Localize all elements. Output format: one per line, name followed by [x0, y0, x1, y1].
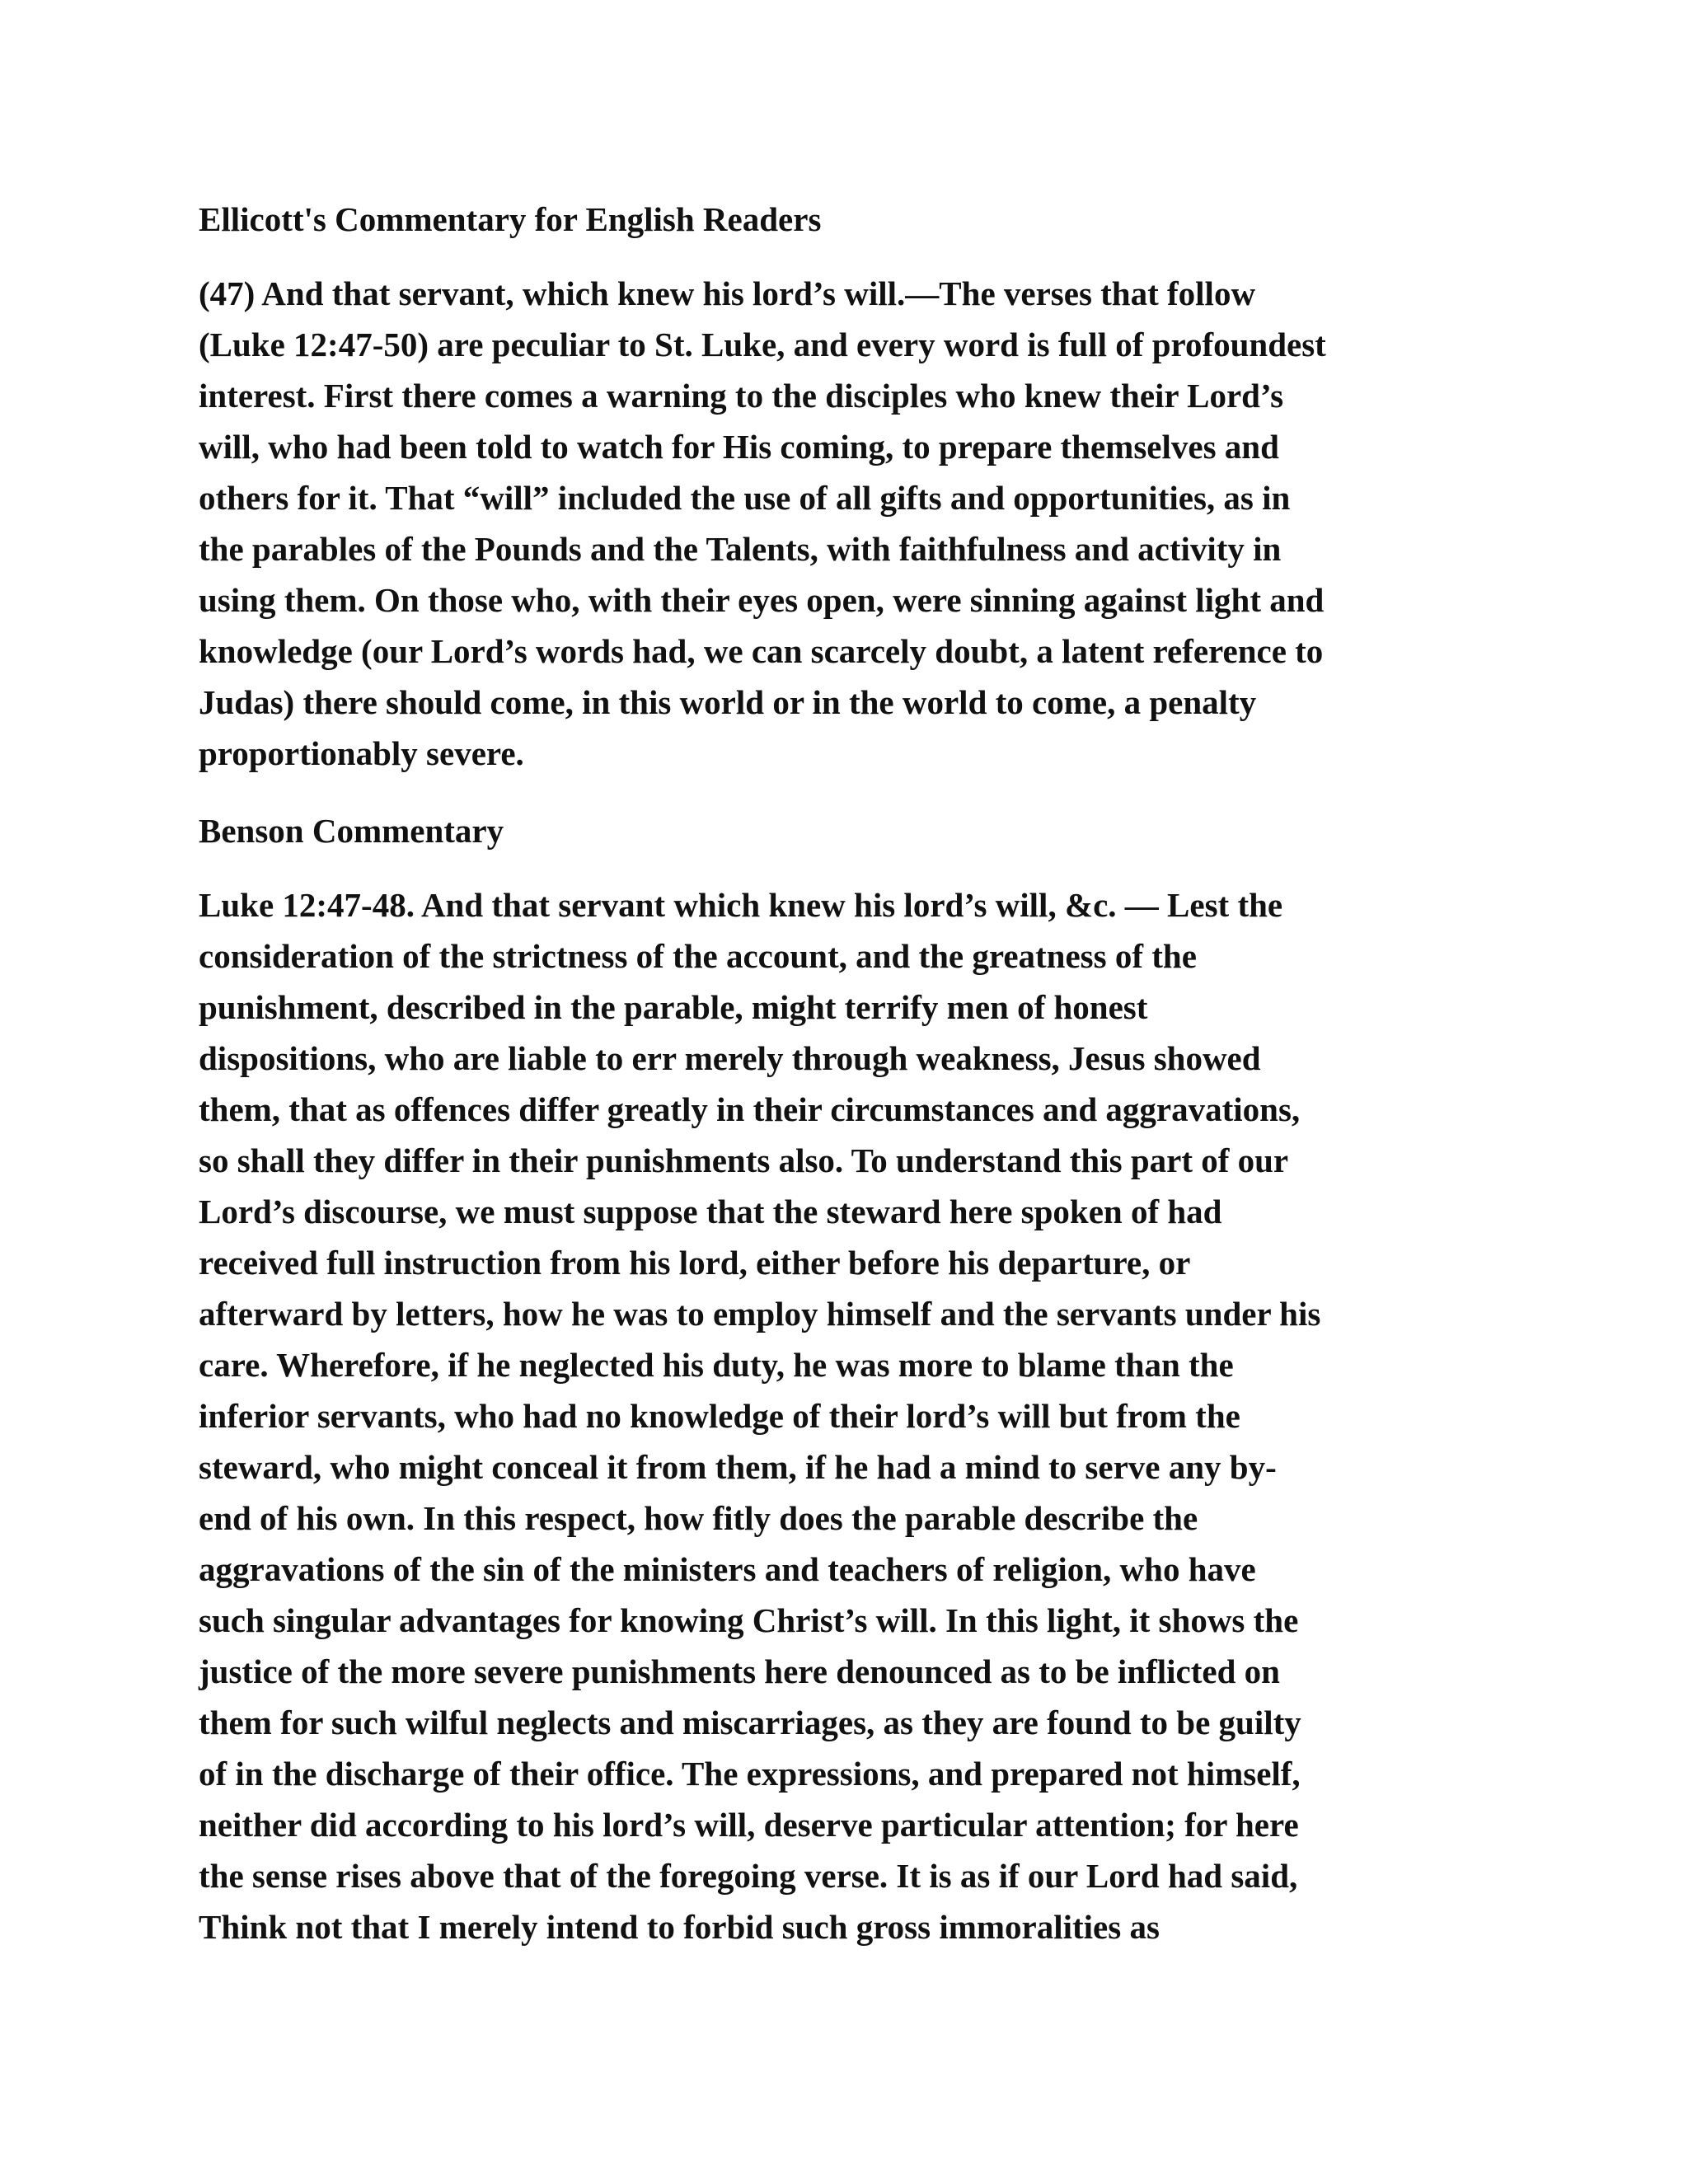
section-heading-benson: Benson Commentary [199, 812, 504, 850]
benson-commentary-paragraph [199, 879, 1501, 1952]
document-body [199, 194, 1501, 1952]
text-line: the sense rises above that of the foregoing verse. It is as if our Lord had said, [199, 1857, 1298, 1895]
text-line: steward, who might conceal it from them, if he had a mind to serve any by- [199, 1448, 1277, 1486]
text-line: Judas) there should come, in this world or in the world to come, a penalty [199, 683, 1257, 721]
text-line: punishment, described in the parable, might terrify men of honest [199, 988, 1148, 1026]
text-line: others for it. That “will” included the use of all gifts and opportunities, as in [199, 479, 1291, 517]
text-line: (Luke 12:47-50) are peculiar to St. Luke, and every word is full of profoundest [199, 326, 1326, 363]
text-line: Think not that I merely intend to forbid such gross immoralities as [199, 1908, 1160, 1946]
text-line: knowledge (our Lord’s words had, we can scarcely doubt, a latent reference to [199, 632, 1324, 670]
text-line: consideration of the strictness of the account, and the greatness of the [199, 937, 1197, 975]
text-line: Luke 12:47-48. And that servant which knew his lord’s will, &c. — Lest the [199, 886, 1283, 924]
text-line: neither did according to his lord’s will, deserve particular attention; for here [199, 1806, 1299, 1844]
text-line: interest. First there comes a warning to the disciples who knew their Lord’s [199, 377, 1284, 415]
text-line: proportionably severe. [199, 734, 524, 772]
text-line: inferior servants, who had no knowledge of their lord’s will but from the [199, 1397, 1240, 1435]
text-line: justice of the more severe punishments here denounced as to be inflicted on [199, 1652, 1280, 1690]
text-line: Lord’s discourse, we must suppose that the steward here spoken of had [199, 1193, 1222, 1230]
section-divider-space [199, 779, 1501, 805]
text-line: (47) And that servant, which knew his lord’s will.—The verses that follow [199, 274, 1256, 312]
text-line: them for such wilful neglects and miscarriages, as they are found to be guilty [199, 1704, 1301, 1741]
text-line: received full instruction from his lord, either before his departure, or [199, 1244, 1191, 1282]
text-line: using them. On those who, with their eyes open, were sinning against light and [199, 581, 1325, 619]
text-line: such singular advantages for knowing Christ’s will. In this light, it shows the [199, 1601, 1299, 1639]
text-line: so shall they differ in their punishments also. To understand this part of our [199, 1141, 1289, 1179]
ellicott-commentary-paragraph [199, 268, 1501, 779]
section-heading-ellicott: Ellicott's Commentary for English Readers [199, 200, 822, 238]
text-line: afterward by letters, how he was to employ himself and the servants under his [199, 1295, 1321, 1333]
text-line: of in the discharge of their office. The expressions, and prepared not himself, [199, 1755, 1301, 1793]
text-line: them, that as offences differ greatly in their circumstances and aggravations, [199, 1090, 1301, 1128]
text-line: will, who had been told to watch for His coming, to prepare themselves and [199, 428, 1279, 466]
text-line: care. Wherefore, if he neglected his duty, he was more to blame than the [199, 1346, 1234, 1384]
text-line: aggravations of the sin of the ministers and teachers of religion, who have [199, 1550, 1256, 1588]
text-line: end of his own. In this respect, how fitly does the parable describe the [199, 1499, 1198, 1537]
text-line: the parables of the Pounds and the Talents, with faithfulness and activity in [199, 530, 1282, 568]
text-line: dispositions, who are liable to err merely through weakness, Jesus showed [199, 1039, 1261, 1077]
